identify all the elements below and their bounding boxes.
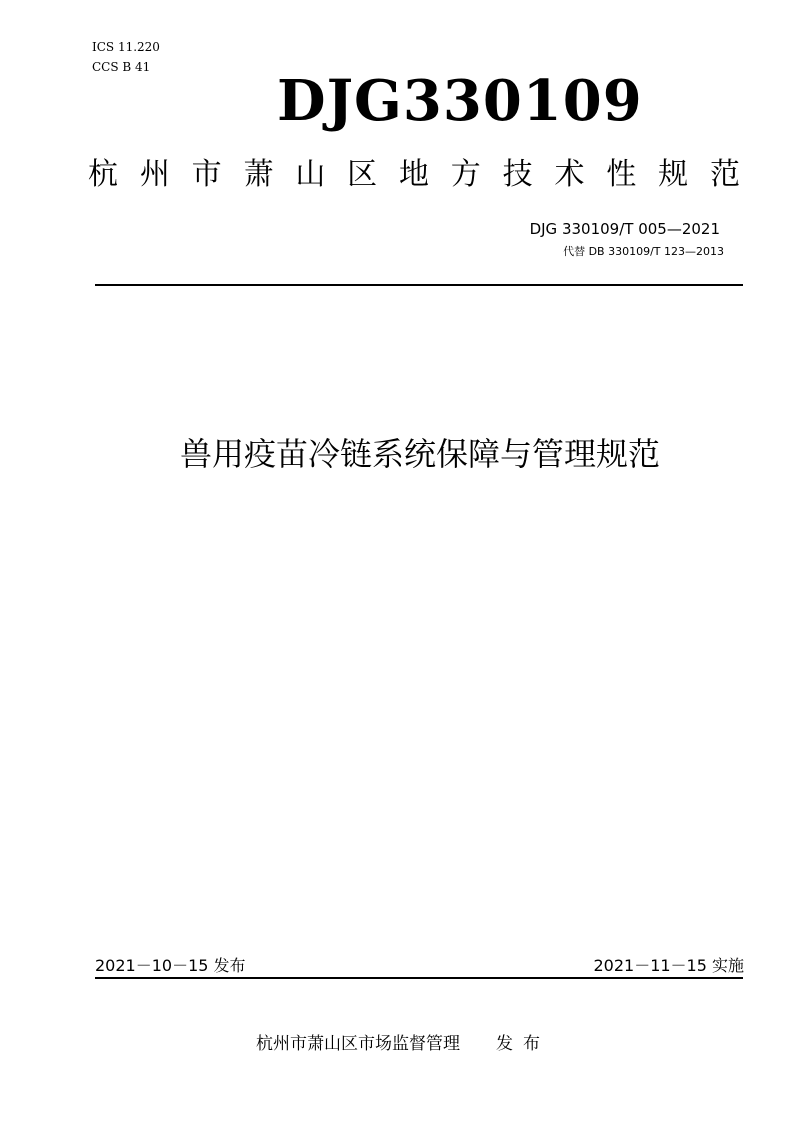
standard-category [88, 153, 740, 197]
category-char: 性 [606, 157, 637, 192]
issue-label: 发布 [496, 1034, 550, 1054]
issuer-line [256, 1032, 550, 1056]
standard-series-code: DJG330109 [277, 68, 643, 134]
category-char: 范 [709, 157, 740, 192]
category-char: 地 [398, 157, 429, 192]
category-char: 区 [347, 157, 378, 192]
ics-code: ICS 11.220 [92, 40, 160, 54]
standard-number: DJG 330109/T 005—2021 [529, 220, 720, 238]
issuing-authority: 杭州市萧山区市场监督管理 [256, 1034, 460, 1054]
category-char: 萧 [243, 157, 274, 192]
category-char: 州 [139, 157, 170, 192]
category-char: 杭 [88, 157, 118, 192]
footer-divider [95, 977, 743, 979]
document-title: 兽用疫苗冷链系统保障与管理规范 [179, 435, 660, 473]
category-char: 方 [450, 157, 481, 192]
header-divider [95, 284, 743, 286]
implementation-date: 2021－11－15 实施 [593, 956, 744, 975]
category-char: 山 [295, 157, 326, 192]
category-char: 术 [554, 157, 585, 192]
category-char: 市 [191, 157, 222, 192]
publish-date: 2021－10－15 发布 [95, 956, 246, 975]
replaces-standard: 代替 DB 330109/T 123—2013 [563, 245, 724, 258]
category-char: 技 [502, 157, 533, 192]
ccs-code: CCS B 41 [92, 60, 151, 74]
category-char: 规 [658, 157, 689, 192]
